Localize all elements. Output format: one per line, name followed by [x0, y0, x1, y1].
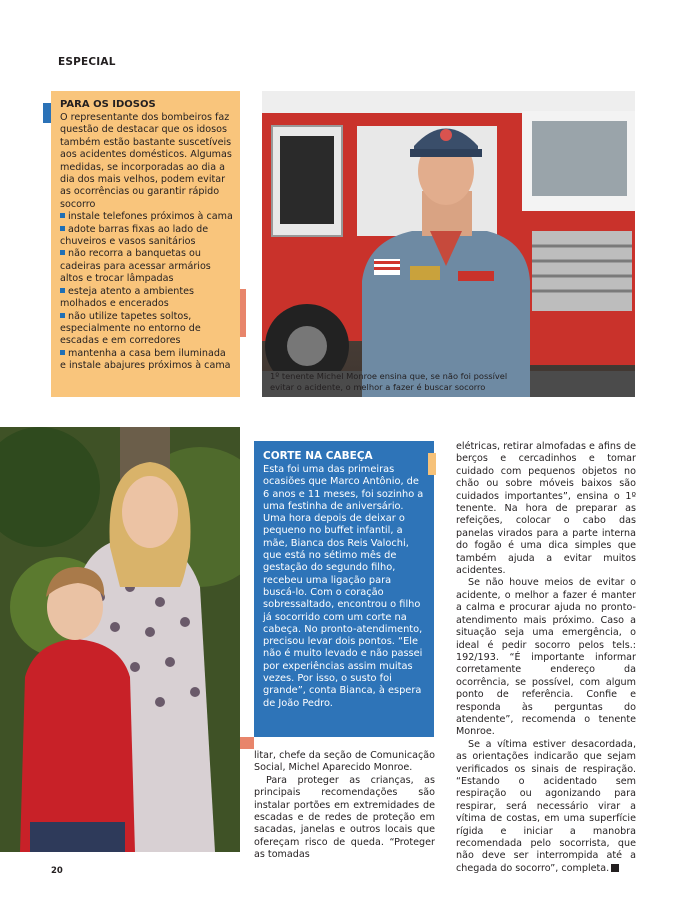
list-item: não recorra a banquetas ou cadeiras para acessar armários altos e trocar lâmpadas [60, 248, 211, 285]
idosos-sidebar [51, 91, 240, 397]
yellow-tab-marker [428, 453, 436, 475]
bullet-icon [60, 226, 65, 231]
bullet-icon [60, 350, 65, 355]
list-item: não utilize tapetes soltos, especialmente no entorno de escadas e em corredores [60, 310, 201, 347]
salmon-tab-marker [240, 289, 246, 337]
corte-sidebar [254, 441, 434, 737]
firefighter-photo [262, 91, 635, 397]
list-item: instale telefones próximos à cama [60, 211, 234, 223]
body-paragraph: litar, chefe da seção de Comunicação Social, Michel Aparecido Monroe. [254, 750, 435, 774]
body-paragraph: Para proteger as crianças, as principais recomendações são instalar portões em extremidades de escadas e de redes de proteção em sacadas, janelas e outros locais que ofereçam risco de queda. “Proteger as tomadas [254, 774, 435, 861]
bullet-icon [60, 213, 65, 218]
idosos-title: PARA OS IDOSOS [60, 99, 156, 110]
idosos-list [60, 211, 234, 372]
body-paragraph: elétricas, retirar almofadas e afins de berços e cercadinhos e tomar cuidado com pequenos objetos no chão ou sobre móveis baixos são cuidados importantes”, ensina o 1º tenente. Na hora de preparar as refeições, colocar o cabo das panelas virados para a parte interna do fogão é uma dica simples que também ajuda a evitar muitos acidentes. [456, 441, 636, 577]
page-number: 20 [51, 866, 63, 876]
end-of-article-icon [611, 864, 619, 872]
list-item: esteja atento a ambientes molhados e encerados [60, 285, 195, 310]
list-item: mantenha a casa bem iluminada e instale abajures próximos à cama [60, 347, 231, 372]
body-paragraph: Se não houve meios de evitar o acidente, o melhor a fazer é manter a calma e procurar ajuda no pronto-atendimento mais próximo. Caso a situação seja uma emergência, o ideal é pedir socorro pelos tels.: 192/193. “É importante informar corretamente endereço da ocorrência, se possível, com algum ponto de referência. Confie e responda às perguntas do atendente”, recomenda o tenente Monroe. [456, 577, 636, 738]
list-item: adote barras fixas ao lado de chuveiros e vasos sanitários [60, 223, 209, 248]
bullet-icon [60, 250, 65, 255]
body-column-right [456, 441, 636, 875]
bullet-icon [60, 313, 65, 318]
blue-tab-marker [43, 103, 51, 123]
photo-caption: 1º tenente Michel Monroe ensina que, se não foi possível evitar o acidente, o melhor a fazer é buscar socorro [270, 371, 508, 392]
body-paragraph: Se a vítima estiver desacordada, as orientações indicarão que sejam verificados os sinais de respiração. “Estando o acidentado sem respiração ou agonizando para respirar, será necessário virar a vítima de costas, em uma superfície rígida e iniciar a manobra recomendada pelo socorrista, que não deve ser interrompida até a chegada do socorro”, completa. [456, 738, 636, 874]
idosos-intro: O representante dos bombeiros faz questão de destacar que os idosos também estão bastante suscetíveis aos acidentes domésticos. Algumas medidas, se incorporadas ao dia a dia dos mais velhos, podem evitar as ocorrências ou garantir rápido socorro [60, 112, 232, 210]
corte-title: CORTE NA CABEÇA [263, 450, 373, 462]
family-photo [0, 427, 240, 852]
family-illustration [0, 427, 240, 852]
corte-text: Esta foi uma das primeiras ocasiões que Marco Antônio, de 6 anos e 11 meses, foi sozinho a uma festinha de aniversário. Uma hora depois de deixar o pequeno no buffet infantil, a mãe, Bianca dos Reis Valochi, que está no sétimo mês de gestação do segundo filho, recebeu uma ligação para buscá-lo. Com o coração sobressaltado, encontrou o filho já socorrido com um corte na cabeça. No pronto-atendimento, precisou levar dois pontos. “Ele não é muito levado e não passei por experiências assim muitas vezes. Por isso, o susto foi grande”, conta Bianca, à espera de João Pedro. [263, 464, 424, 709]
salmon-tab-marker-2 [240, 737, 254, 749]
bullet-icon [60, 288, 65, 293]
body-column-middle [254, 750, 435, 862]
section-label: ESPECIAL [58, 56, 116, 68]
firefighter-illustration [262, 91, 635, 397]
